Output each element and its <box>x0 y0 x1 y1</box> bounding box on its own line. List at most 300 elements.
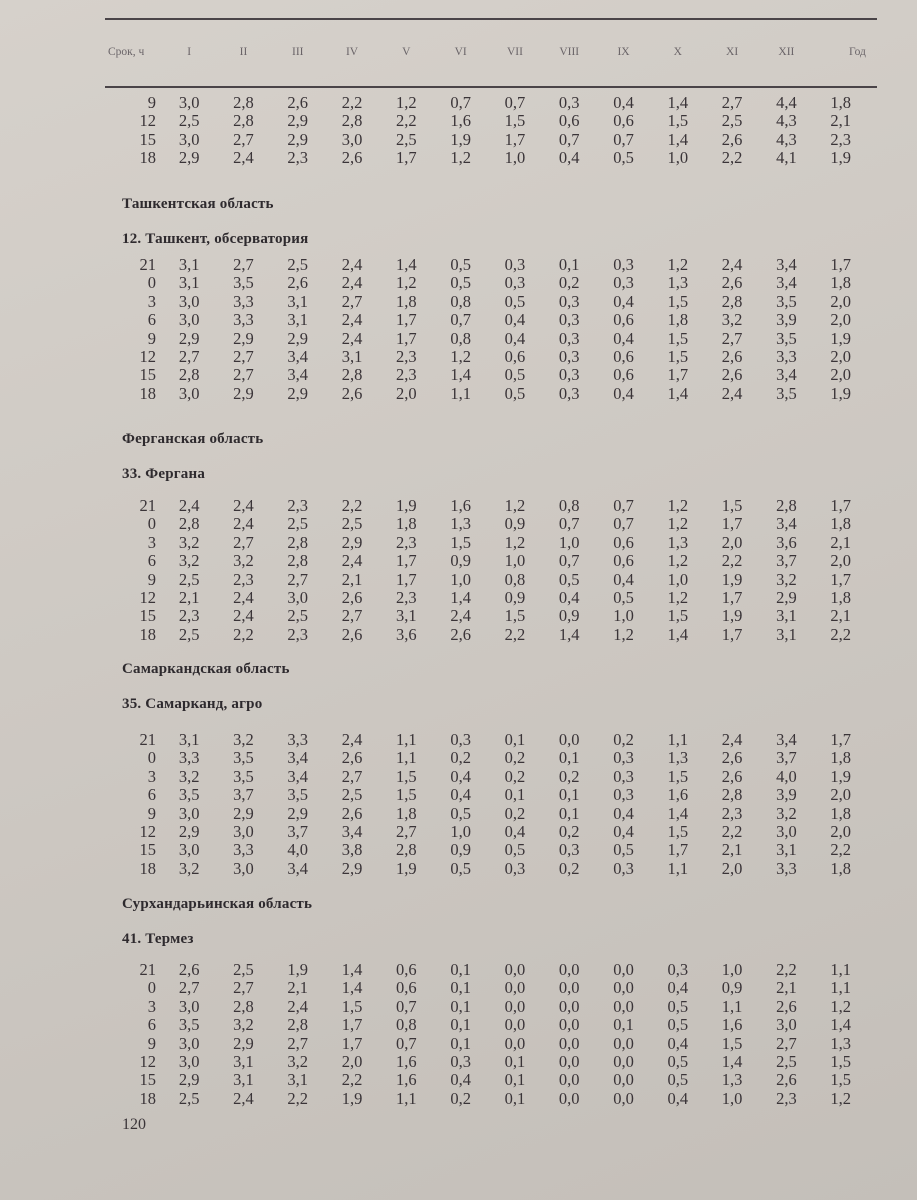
value-cell: 2,9 <box>178 821 200 841</box>
value-cell: 3,0 <box>776 821 797 841</box>
value-cell: 3,7 <box>776 551 797 571</box>
value-cell: 0,1 <box>504 730 526 749</box>
value-cell: 0,2 <box>504 748 526 768</box>
value-cell: 2,6 <box>776 996 797 1016</box>
value-cell: 2,4 <box>450 606 471 626</box>
value-cell: 0,6 <box>558 111 580 131</box>
value-cell: 1,2 <box>667 255 689 274</box>
value-cell: 3,0 <box>178 291 200 311</box>
hour-cell: 18 <box>139 858 156 878</box>
value-cell: 0,0 <box>613 1088 634 1108</box>
value-cell: 3,2 <box>178 551 200 571</box>
value-cell: 2,2 <box>287 1088 309 1108</box>
value-cell: 1,7 <box>667 840 689 860</box>
value-cell: 4,1 <box>776 148 797 168</box>
value-cell: 2,2 <box>721 821 743 841</box>
value-cell: 3,6 <box>776 532 797 552</box>
table-row <box>110 731 868 749</box>
header-month: III <box>291 46 304 58</box>
table-row <box>110 786 868 804</box>
value-cell: 3,3 <box>178 748 200 768</box>
value-cell: 2,7 <box>233 978 254 998</box>
header-month: XII <box>778 46 795 58</box>
value-cell: 2,2 <box>341 93 363 112</box>
value-cell: 1,1 <box>396 748 417 768</box>
value-cell: 1,7 <box>504 129 526 149</box>
hour-cell: 6 <box>147 310 156 330</box>
year-cell: 2,1 <box>830 532 852 552</box>
hour-cell: 6 <box>147 551 156 571</box>
value-cell: 3,8 <box>341 840 363 860</box>
value-cell: 0,7 <box>613 514 634 534</box>
value-cell: 0,7 <box>450 93 471 112</box>
value-cell: 1,5 <box>450 532 471 552</box>
value-cell: 2,7 <box>178 978 200 998</box>
year-cell: 1,9 <box>830 148 852 168</box>
value-cell: 3,3 <box>233 291 254 311</box>
value-cell: 0,1 <box>504 785 526 805</box>
value-cell: 3,1 <box>233 1051 254 1071</box>
value-cell: 1,7 <box>396 569 417 589</box>
value-cell: 1,7 <box>341 1033 363 1053</box>
year-cell: 1,2 <box>830 996 852 1016</box>
value-cell: 2,3 <box>396 365 417 385</box>
value-cell: 2,8 <box>178 365 200 385</box>
value-cell: 2,4 <box>287 996 309 1016</box>
value-cell: 0,4 <box>667 978 689 998</box>
value-cell: 3,0 <box>233 858 254 878</box>
value-cell: 3,4 <box>776 255 797 274</box>
value-cell: 3,4 <box>287 365 309 385</box>
value-cell: 3,2 <box>233 551 254 571</box>
year-cell: 2,0 <box>830 310 852 330</box>
value-cell: 0,5 <box>450 273 471 293</box>
value-cell: 2,8 <box>287 532 309 552</box>
year-cell: 1,9 <box>830 383 852 403</box>
value-cell: 1,2 <box>450 346 471 366</box>
hour-cell: 21 <box>139 255 156 274</box>
value-cell: 4,0 <box>776 766 797 786</box>
value-cell: 0,5 <box>504 291 526 311</box>
value-cell: 0,7 <box>396 996 417 1016</box>
value-cell: 2,1 <box>341 569 363 589</box>
value-cell: 2,7 <box>396 821 417 841</box>
year-cell: 2,0 <box>830 785 852 805</box>
value-cell: 0,3 <box>504 273 526 293</box>
year-cell: 2,2 <box>830 624 852 644</box>
value-cell: 2,4 <box>341 730 363 749</box>
value-cell: 2,4 <box>178 496 200 515</box>
value-cell: 1,2 <box>396 93 417 112</box>
value-cell: 3,0 <box>178 1051 200 1071</box>
value-cell: 3,5 <box>776 291 797 311</box>
value-cell: 2,1 <box>721 840 743 860</box>
value-cell: 0,0 <box>613 996 634 1016</box>
value-cell: 3,4 <box>776 730 797 749</box>
value-cell: 1,7 <box>396 310 417 330</box>
value-cell: 0,4 <box>613 569 634 589</box>
value-cell: 2,4 <box>341 551 363 571</box>
value-cell: 0,2 <box>504 766 526 786</box>
value-cell: 0,1 <box>450 978 471 998</box>
year-cell: 2,1 <box>830 606 852 626</box>
value-cell: 2,9 <box>776 587 797 607</box>
value-cell: 0,1 <box>450 996 471 1016</box>
value-cell: 0,6 <box>613 532 634 552</box>
value-cell: 1,6 <box>396 1070 417 1090</box>
value-cell: 0,9 <box>450 551 471 571</box>
value-cell: 2,2 <box>341 496 363 515</box>
table-row <box>110 749 868 767</box>
value-cell: 0,5 <box>667 996 689 1016</box>
value-cell: 1,4 <box>450 587 471 607</box>
value-cell: 2,7 <box>178 346 200 366</box>
region-heading: Ферганская область <box>122 431 264 447</box>
table-row <box>110 149 868 167</box>
value-cell: 4,3 <box>776 111 797 131</box>
value-cell: 2,3 <box>287 148 309 168</box>
value-cell: 0,3 <box>504 255 526 274</box>
value-cell: 0,6 <box>613 365 634 385</box>
table-row <box>110 823 868 841</box>
value-cell: 0,4 <box>450 785 471 805</box>
value-cell: 0,3 <box>558 346 580 366</box>
value-cell: 2,9 <box>287 383 309 403</box>
value-cell: 3,6 <box>396 624 417 644</box>
value-cell: 1,4 <box>558 624 580 644</box>
value-cell: 0,1 <box>558 748 580 768</box>
value-cell: 2,6 <box>721 273 743 293</box>
hour-cell: 3 <box>147 766 156 786</box>
value-cell: 3,2 <box>178 532 200 552</box>
value-cell: 0,7 <box>558 514 580 534</box>
value-cell: 2,1 <box>178 587 200 607</box>
value-cell: 0,3 <box>450 1051 471 1071</box>
value-cell: 0,3 <box>667 960 689 979</box>
value-cell: 3,5 <box>233 766 254 786</box>
value-cell: 0,4 <box>613 821 634 841</box>
value-cell: 0,6 <box>396 960 417 979</box>
table-row <box>110 131 868 149</box>
value-cell: 3,4 <box>287 766 309 786</box>
value-cell: 0,3 <box>450 730 471 749</box>
value-cell: 3,4 <box>287 858 309 878</box>
value-cell: 0,0 <box>613 960 634 979</box>
value-cell: 0,0 <box>558 978 580 998</box>
value-cell: 2,8 <box>233 996 254 1016</box>
value-cell: 3,3 <box>233 310 254 330</box>
value-cell: 1,7 <box>396 148 417 168</box>
value-cell: 1,5 <box>667 821 689 841</box>
table-row <box>110 311 868 329</box>
value-cell: 2,8 <box>287 551 309 571</box>
value-cell: 2,6 <box>721 129 743 149</box>
value-cell: 0,5 <box>504 365 526 385</box>
year-cell: 2,0 <box>830 551 852 571</box>
value-cell: 1,5 <box>721 496 743 515</box>
value-cell: 3,1 <box>287 1070 309 1090</box>
value-cell: 2,8 <box>341 111 363 131</box>
value-cell: 1,2 <box>667 587 689 607</box>
header-month: IV <box>345 46 359 58</box>
table-row <box>110 515 868 533</box>
value-cell: 0,4 <box>504 328 526 348</box>
value-cell: 0,4 <box>558 587 580 607</box>
value-cell: 2,5 <box>341 785 363 805</box>
value-cell: 0,0 <box>613 978 634 998</box>
value-cell: 2,6 <box>721 346 743 366</box>
value-cell: 1,3 <box>450 514 471 534</box>
value-cell: 0,6 <box>504 346 526 366</box>
hour-cell: 6 <box>147 785 156 805</box>
value-cell: 0,2 <box>558 858 580 878</box>
value-cell: 1,0 <box>721 1088 743 1108</box>
value-cell: 2,7 <box>341 291 363 311</box>
value-cell: 2,7 <box>233 346 254 366</box>
value-cell: 0,2 <box>613 730 634 749</box>
station-heading: 33. Фергана <box>122 466 206 482</box>
value-cell: 1,9 <box>341 1088 363 1108</box>
value-cell: 0,2 <box>558 766 580 786</box>
value-cell: 1,1 <box>667 730 689 749</box>
value-cell: 1,1 <box>396 730 417 749</box>
hour-cell: 12 <box>139 821 156 841</box>
value-cell: 2,7 <box>721 328 743 348</box>
value-cell: 2,5 <box>721 111 743 131</box>
table-row <box>110 1071 868 1089</box>
value-cell: 0,1 <box>558 785 580 805</box>
value-cell: 0,1 <box>613 1015 634 1035</box>
value-cell: 0,4 <box>504 310 526 330</box>
value-cell: 0,6 <box>396 978 417 998</box>
value-cell: 2,5 <box>341 514 363 534</box>
year-cell: 2,0 <box>830 291 852 311</box>
value-cell: 0,7 <box>613 496 634 515</box>
value-cell: 1,8 <box>396 291 417 311</box>
value-cell: 3,3 <box>287 730 309 749</box>
hour-cell: 0 <box>147 978 156 998</box>
header-month: VIII <box>559 46 580 58</box>
value-cell: 0,0 <box>558 1070 580 1090</box>
value-cell: 0,5 <box>450 858 471 878</box>
header-month: X <box>673 46 682 58</box>
year-cell: 1,1 <box>830 978 852 998</box>
value-cell: 0,0 <box>558 1033 580 1053</box>
value-cell: 2,0 <box>721 858 743 878</box>
header-time: Срок, ч <box>108 46 145 58</box>
hour-cell: 9 <box>147 803 156 823</box>
value-cell: 3,5 <box>178 1015 200 1035</box>
value-cell: 0,9 <box>504 514 526 534</box>
table-row <box>110 626 868 644</box>
value-cell: 3,2 <box>776 569 797 589</box>
value-cell: 2,7 <box>233 255 254 274</box>
year-cell: 1,8 <box>830 587 852 607</box>
hour-cell: 12 <box>139 111 156 131</box>
value-cell: 0,8 <box>396 1015 417 1035</box>
value-cell: 0,3 <box>558 328 580 348</box>
value-cell: 1,5 <box>667 346 689 366</box>
region-heading: Ташкентская область <box>122 196 274 212</box>
value-cell: 1,0 <box>450 569 471 589</box>
value-cell: 0,5 <box>613 148 634 168</box>
value-cell: 2,8 <box>396 840 417 860</box>
value-cell: 0,3 <box>504 858 526 878</box>
value-cell: 0,4 <box>613 383 634 403</box>
hour-cell: 18 <box>139 148 156 168</box>
table-row <box>110 112 868 130</box>
value-cell: 1,1 <box>721 996 743 1016</box>
value-cell: 2,1 <box>776 978 797 998</box>
value-cell: 0,2 <box>450 1088 471 1108</box>
value-cell: 0,0 <box>613 1033 634 1053</box>
value-cell: 0,4 <box>504 821 526 841</box>
value-cell: 2,9 <box>287 111 309 131</box>
table-row <box>110 1053 868 1071</box>
value-cell: 1,7 <box>721 624 743 644</box>
value-cell: 1,2 <box>667 551 689 571</box>
value-cell: 2,4 <box>233 1088 254 1108</box>
value-cell: 0,0 <box>558 730 580 749</box>
hour-cell: 18 <box>139 383 156 403</box>
value-cell: 2,4 <box>341 310 363 330</box>
header-month: V <box>402 46 411 58</box>
value-cell: 2,8 <box>233 111 254 131</box>
value-cell: 1,4 <box>396 255 417 274</box>
value-cell: 0,0 <box>558 1088 580 1108</box>
year-cell: 2,3 <box>830 129 852 149</box>
year-cell: 1,8 <box>830 748 852 768</box>
value-cell: 2,3 <box>396 532 417 552</box>
value-cell: 4,3 <box>776 129 797 149</box>
hour-cell: 21 <box>139 496 156 515</box>
value-cell: 1,5 <box>667 291 689 311</box>
value-cell: 3,5 <box>233 748 254 768</box>
value-cell: 0,0 <box>504 996 526 1016</box>
value-cell: 3,1 <box>776 840 797 860</box>
value-cell: 0,2 <box>558 273 580 293</box>
value-cell: 0,5 <box>450 803 471 823</box>
value-cell: 1,5 <box>504 111 526 131</box>
value-cell: 1,6 <box>396 1051 417 1071</box>
value-cell: 3,1 <box>341 346 363 366</box>
value-cell: 2,4 <box>721 383 743 403</box>
value-cell: 2,3 <box>396 346 417 366</box>
value-cell: 2,5 <box>776 1051 797 1071</box>
value-cell: 3,0 <box>776 1015 797 1035</box>
hour-cell: 15 <box>139 129 156 149</box>
year-cell: 2,0 <box>830 346 852 366</box>
table-row <box>110 385 868 403</box>
value-cell: 2,7 <box>721 93 743 112</box>
value-cell: 2,5 <box>233 960 254 979</box>
value-cell: 0,7 <box>396 1033 417 1053</box>
table-row <box>110 607 868 625</box>
value-cell: 3,0 <box>178 840 200 860</box>
data-table <box>110 497 868 644</box>
year-cell: 1,1 <box>830 960 852 979</box>
table-row <box>110 768 868 786</box>
value-cell: 0,9 <box>558 606 580 626</box>
hour-cell: 21 <box>139 730 156 749</box>
value-cell: 1,7 <box>341 1015 363 1035</box>
value-cell: 2,8 <box>287 1015 309 1035</box>
value-cell: 2,9 <box>341 532 363 552</box>
value-cell: 3,1 <box>178 255 200 274</box>
value-cell: 2,9 <box>287 803 309 823</box>
value-cell: 1,3 <box>667 532 689 552</box>
value-cell: 3,2 <box>233 730 254 749</box>
value-cell: 1,9 <box>396 858 417 878</box>
value-cell: 2,7 <box>287 569 309 589</box>
table-header <box>110 46 868 58</box>
value-cell: 1,4 <box>667 803 689 823</box>
table-row <box>110 330 868 348</box>
value-cell: 3,2 <box>178 766 200 786</box>
value-cell: 1,7 <box>396 551 417 571</box>
value-cell: 3,0 <box>178 1033 200 1053</box>
value-cell: 3,1 <box>287 291 309 311</box>
value-cell: 3,9 <box>776 310 797 330</box>
value-cell: 1,0 <box>504 551 526 571</box>
hour-cell: 3 <box>147 291 156 311</box>
value-cell: 2,5 <box>287 255 309 274</box>
value-cell: 1,4 <box>341 978 363 998</box>
value-cell: 2,3 <box>776 1088 797 1108</box>
value-cell: 2,8 <box>341 365 363 385</box>
table-row <box>110 497 868 515</box>
hour-cell: 3 <box>147 996 156 1016</box>
value-cell: 3,4 <box>287 748 309 768</box>
value-cell: 1,4 <box>667 383 689 403</box>
value-cell: 0,5 <box>613 587 634 607</box>
value-cell: 1,5 <box>667 606 689 626</box>
value-cell: 1,7 <box>721 514 743 534</box>
value-cell: 1,2 <box>396 273 417 293</box>
data-table <box>110 94 868 168</box>
value-cell: 1,9 <box>287 960 309 979</box>
value-cell: 3,3 <box>776 858 797 878</box>
table-row <box>110 961 868 979</box>
value-cell: 0,1 <box>450 960 471 979</box>
hour-cell: 9 <box>147 93 156 112</box>
value-cell: 0,6 <box>613 551 634 571</box>
value-cell: 1,5 <box>341 996 363 1016</box>
header-rule <box>105 86 877 88</box>
value-cell: 2,2 <box>721 551 743 571</box>
hour-cell: 21 <box>139 960 156 979</box>
value-cell: 1,9 <box>721 606 743 626</box>
value-cell: 1,6 <box>721 1015 743 1035</box>
value-cell: 2,9 <box>233 328 254 348</box>
table-row <box>110 1035 868 1053</box>
hour-cell: 15 <box>139 840 156 860</box>
value-cell: 0,6 <box>613 310 634 330</box>
data-table <box>110 731 868 878</box>
value-cell: 1,6 <box>450 496 471 515</box>
value-cell: 2,0 <box>721 532 743 552</box>
value-cell: 2,6 <box>776 1070 797 1090</box>
value-cell: 3,0 <box>341 129 363 149</box>
value-cell: 2,0 <box>396 383 417 403</box>
value-cell: 1,1 <box>396 1088 417 1108</box>
table-row <box>110 571 868 589</box>
hour-cell: 15 <box>139 365 156 385</box>
value-cell: 1,8 <box>667 310 689 330</box>
value-cell: 0,0 <box>504 978 526 998</box>
value-cell: 2,3 <box>233 569 254 589</box>
value-cell: 2,6 <box>287 273 309 293</box>
